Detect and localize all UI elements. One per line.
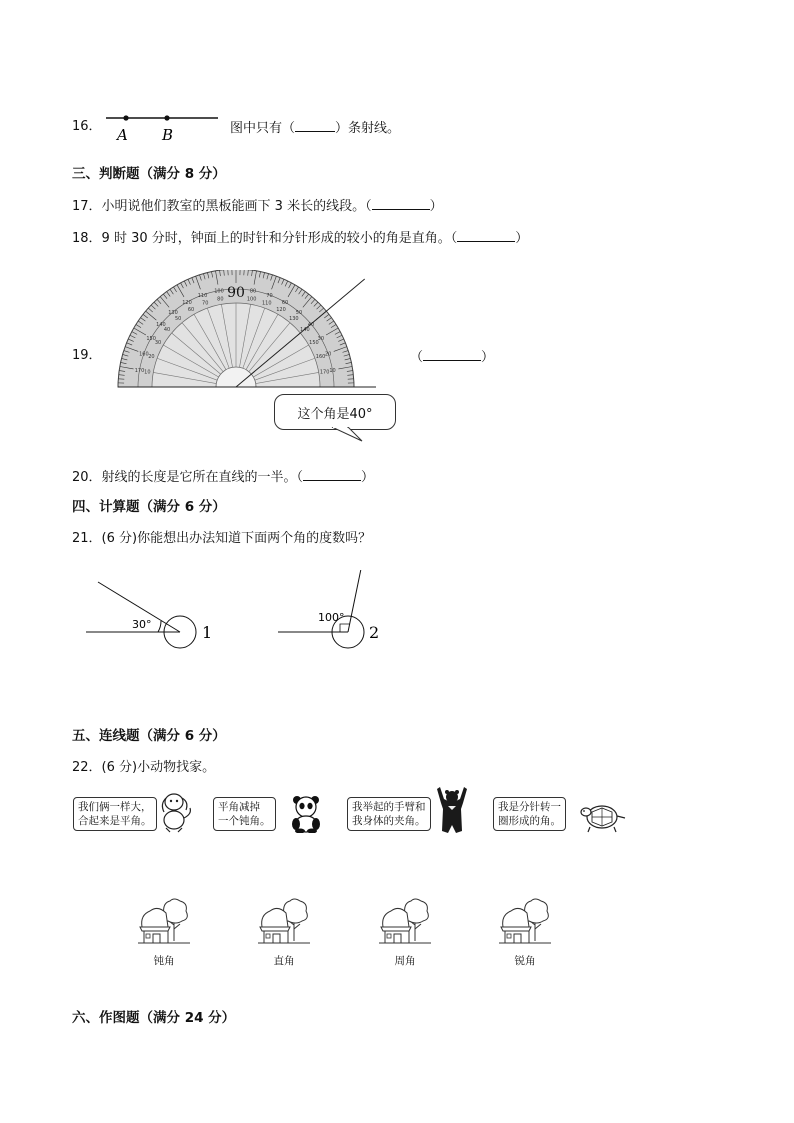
q16-text-after: ）条射线。	[335, 121, 401, 136]
q20-close: ）	[361, 470, 375, 485]
turtle-icon	[580, 800, 628, 834]
angle1-given: 30°	[132, 618, 152, 631]
q19-open: （	[410, 350, 424, 365]
speech-bubble-text: 这个角是40°	[297, 407, 373, 422]
house-icon	[134, 897, 194, 951]
svg-text:80: 80	[249, 288, 257, 295]
q20-question	[72, 467, 374, 487]
svg-text:140: 140	[300, 327, 310, 334]
point-b-label: B	[162, 126, 174, 144]
q16-number: 16．	[72, 119, 102, 134]
svg-text:110: 110	[262, 300, 272, 307]
svg-text:140: 140	[156, 322, 166, 329]
svg-text:50: 50	[295, 309, 303, 316]
svg-text:170: 170	[134, 367, 145, 374]
panda-icon	[288, 793, 324, 833]
q20-text: 20．射线的长度是它所在直线的一半。（	[72, 470, 304, 485]
q16-answer-blank[interactable]	[295, 118, 335, 132]
angle2-label: 2	[369, 623, 380, 642]
house-label: 锐角	[514, 955, 536, 967]
svg-text:160: 160	[139, 351, 149, 358]
q21-angles-figure	[80, 570, 400, 660]
svg-text:160: 160	[315, 354, 326, 361]
house-3[interactable]	[375, 897, 435, 968]
svg-text:100: 100	[246, 296, 257, 303]
svg-text:10: 10	[144, 369, 151, 376]
svg-text:70: 70	[266, 292, 273, 299]
q21-text: 21．(6 分)你能想出办法知道下面两个角的度数吗？	[72, 531, 372, 546]
animal3-line2: 我身体的夹角。	[352, 815, 426, 827]
q18-question	[72, 228, 528, 248]
svg-text:120: 120	[276, 307, 286, 314]
svg-text:40: 40	[163, 327, 171, 334]
section4-title: 四、计算题（满分 6 分）	[72, 499, 226, 515]
svg-text:20: 20	[148, 354, 155, 361]
svg-text:30: 30	[317, 336, 325, 342]
animal4-line1: 我是分针转一	[498, 801, 561, 813]
svg-text:40: 40	[307, 322, 315, 329]
q19-answer-blank[interactable]	[423, 347, 481, 361]
q16-question	[230, 118, 400, 138]
svg-text:130: 130	[168, 309, 178, 316]
house-icon	[254, 897, 314, 951]
house-label: 钝角	[153, 955, 175, 967]
protractor-90-label: 90	[227, 285, 245, 301]
q17-text: 17．小明说他们教室的黑板能画下 3 米长的线段。（	[72, 199, 372, 214]
q20-answer-blank[interactable]	[303, 467, 361, 481]
svg-text:30: 30	[154, 340, 162, 346]
q19-close: ）	[481, 350, 495, 365]
ray-diagram	[100, 108, 225, 144]
house-label: 直角	[273, 955, 295, 967]
svg-text:120: 120	[182, 300, 192, 307]
animal-card-1-bubble[interactable]	[73, 797, 157, 831]
q18-answer-blank[interactable]	[457, 228, 515, 242]
q18-text: 18．9 时 30 分时，钟面上的时针和分针形成的较小的角是直角。（	[72, 231, 458, 246]
house-icon	[495, 897, 555, 951]
point-a-dot	[123, 115, 128, 120]
point-b-dot	[164, 115, 169, 120]
svg-text:60: 60	[187, 307, 195, 314]
dog-icon	[156, 790, 196, 834]
svg-text:70: 70	[202, 300, 209, 307]
animal4-line2: 圈形成的角。	[498, 815, 561, 827]
point-a-label: A	[117, 126, 128, 144]
angle2-given: 100°	[318, 611, 345, 624]
animal1-line1: 我们俩一样大，	[78, 801, 152, 813]
svg-text:150: 150	[309, 340, 319, 346]
speech-bubble-tail	[330, 427, 370, 445]
protractor-icon	[118, 270, 376, 387]
house-2[interactable]	[254, 897, 314, 968]
svg-text:130: 130	[289, 316, 299, 323]
angle1-figure	[86, 582, 212, 648]
animal-card-4-bubble[interactable]	[493, 797, 566, 831]
house-icon	[375, 897, 435, 951]
animal2-line2: 一个钝角。	[218, 815, 271, 827]
q19-answer	[410, 347, 494, 367]
speech-bubble	[274, 394, 396, 430]
section3-title: 三、判断题（满分 8 分）	[72, 166, 226, 182]
svg-text:150: 150	[146, 336, 156, 342]
house-4[interactable]	[495, 897, 555, 968]
svg-text:10: 10	[329, 367, 336, 374]
svg-text:110: 110	[197, 292, 208, 299]
q19-number: 19．	[72, 348, 102, 363]
angle1-label: 1	[202, 623, 213, 642]
svg-text:50: 50	[174, 316, 182, 323]
section5-title: 五、连线题（满分 6 分）	[72, 728, 226, 744]
animal3-line1: 我举起的手臂和	[352, 801, 426, 813]
svg-text:100: 100	[214, 288, 224, 295]
animal1-line2: 合起来是平角。	[78, 815, 152, 827]
svg-text:170: 170	[319, 369, 330, 376]
q18-close: ）	[515, 231, 529, 246]
house-1[interactable]	[134, 897, 194, 968]
q16-text-before: 图中只有（	[230, 121, 296, 136]
animal-card-3-bubble[interactable]	[347, 797, 431, 831]
animal-card-2-bubble[interactable]	[213, 797, 276, 831]
q17-close: ）	[429, 199, 443, 214]
animal2-line1: 平角减掉	[218, 801, 260, 813]
svg-text:60: 60	[281, 300, 289, 307]
section6-title: 六、作图题（满分 24 分）	[72, 1010, 236, 1026]
q22-text: 22．(6 分)小动物找家。	[72, 760, 216, 775]
svg-text:80: 80	[217, 296, 224, 303]
q17-question	[72, 196, 443, 216]
q17-answer-blank[interactable]	[372, 196, 430, 210]
house-label: 周角	[394, 955, 416, 967]
svg-text:20: 20	[324, 351, 332, 358]
bear-icon	[434, 785, 470, 835]
angle2-figure	[278, 570, 379, 648]
